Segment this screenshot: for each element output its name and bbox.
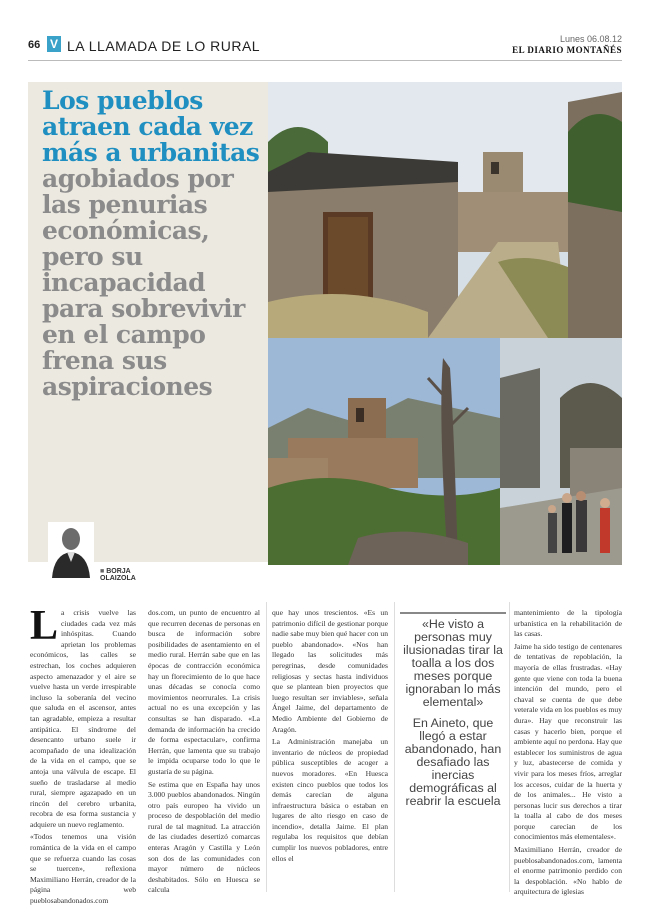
section-badge: V [47, 36, 61, 52]
byline-prefix: ■ [100, 568, 107, 575]
article-column-3 [272, 608, 388, 866]
byline-author-2: OLAIZOLA [100, 575, 136, 582]
headline-rest: agobiados por las penurias económicas, pero su incapacidad para sobrevivir en el campo frena sus aspiraciones [42, 164, 245, 401]
column-divider [266, 602, 267, 892]
newspaper-name: EL DIARIO MONTAÑÉS [512, 45, 622, 55]
paragraph: La Administración manejaba un inventario de núcleos de propiedad pública susceptibles de acoger a nuevos moradores. «En Huesca existen cinco pueblos que todos los demás carecían de alguna infraestructura básica o estaban en lugares de alto riesgo en caso de incendio», detalla Jaime. El plan regulaba los requisitos que debían cumplir los nuevos pobladores, entre ellos el [272, 737, 388, 863]
section-title: LA LLAMADA DE LO RURAL [67, 38, 261, 54]
ruined-church-photo [268, 338, 500, 565]
article-column-1 [30, 603, 136, 909]
column-divider [509, 602, 510, 892]
article-column-2 [148, 608, 260, 898]
paragraph: Jaime ha sido testigo de centenares de tentativas de repoblación, la mayoría de ellas frustradas. «Hay gente que viene con toda la buena intención del mundo, pero el chaval se cuenta de que debe veterale vida en los pueblos es muy dura». Hay que reconstruir las casas y hacerlo bien, porque el ambiente aquí no perdona. Hay que establecer los suministros de agua y luz, abastecerse de comida y vivir para los meses fríos, arreglar los accesos, cuidar de la huerta y de los animales... He visto a personas lucir sus derechos a tirar la toalla al cabo de dos meses porque carecían de los conocimientos más elementales». [514, 641, 622, 842]
drop-cap: L [30, 603, 59, 649]
pull-quote [400, 612, 506, 808]
page-header [28, 36, 622, 61]
pull-quote-text: «He visto a personas muy ilusionadas tirar la toalla a los dos meses porque ignoraban lo más elemental» [400, 612, 506, 709]
page-number: 66 [28, 39, 41, 51]
paragraph: dos.com, un punto de encuentro al que recurren decenas de personas en busca de información sobre posibilidades de asentamiento en el medio rural. Herrán sabe que en las épocas de contracción económica hay un florecimiento de lo que hace unas décadas se conocía como movimientos neorrurales. La crisis actual no es una excepción y las consultas se han disparado. «La demanda de información ha crecido de forma espectacular», confirma Herrán, que lamenta que su trabajo le impida ocuparse todo lo que le gustaría de su página. [148, 608, 260, 776]
headline-highlight: Los pueblos atraen cada vez más a urbanitas [42, 86, 260, 167]
paragraph: mantenimiento de la tipología urbanística en la rehabilitación de las casas. [514, 608, 622, 639]
byline-author-1: BORJA [106, 568, 131, 575]
paragraph: Maximiliano Herrán, creador de pueblosabandonados.com, lamenta el enorme patrimonio perdido con la despoblación. «No hablo de arquitectura de iglesias [514, 845, 622, 897]
byline [100, 568, 136, 582]
author-photo [48, 522, 94, 578]
issue-date: Lunes 06.08.12 [559, 34, 622, 44]
column-divider [394, 602, 395, 892]
paragraph: a crisis vuelve las ciudades cada vez más inhóspitas. Cuando aprietan los problemas económicos, las calles se estrechan, los coches adquieren aspecto amenazador y el aire se vuelve hasta un verde irrespirable incluso la soberanía del vecino que saluda en el ascensor, antes tan agradable, empieza a resultar antipática. El síndrome del desencanto urbano suele ir acompañado de una idealización de la vida en el campo, que se antoja una válvula de escape. El sueño de trasladarse al medio rural, siempre agazapado en un rincón del cerebro urbanita, recobra de esa forma sustancia y adquiere un nuevo reglamento. [30, 608, 136, 829]
pull-quote-subtext: En Aineto, que llegó a estar abandonado, han desafiado las inercias demográficas al reabrir la escuela [404, 716, 502, 808]
villagers-photo [500, 338, 622, 565]
paragraph: Se estima que en España hay unos 3.000 pueblos abandonados. Ningún otro país europeo ha vivido un proceso de despoblación del medio rural de tal magnitud. La atracción de las ciudades desertizó comarcas enteras Aragón y Castilla y León son dos de las comunidades con mayor número de núcleos deshabitados. Sólo en Huesca se calcula [148, 779, 260, 895]
paragraph: «Todos tenemos una visión romántica de la vida en el campo que se refuerza cuando las cosas se tuercen», reflexiona Maximiliano Herrán, creador de la página web pueblosabandonados.com [30, 832, 136, 906]
headline [42, 88, 268, 400]
article-column-4 [514, 608, 622, 900]
paragraph: que hay unos trescientos. «Es un patrimonio difícil de gestionar porque nadie sabe muy bien qué hacer con un pueblo abandonado». «Nos han llegado las solicitudes más peregrinas, desde comunidades religiosas y sectas hasta individuos que se plantean bien proyectos que luego resultan ser inviables», señala Ángel Jaime, del departamento de Medio Ambiente del Gobierno de Aragón. [272, 608, 388, 734]
village-street-photo [268, 82, 622, 338]
